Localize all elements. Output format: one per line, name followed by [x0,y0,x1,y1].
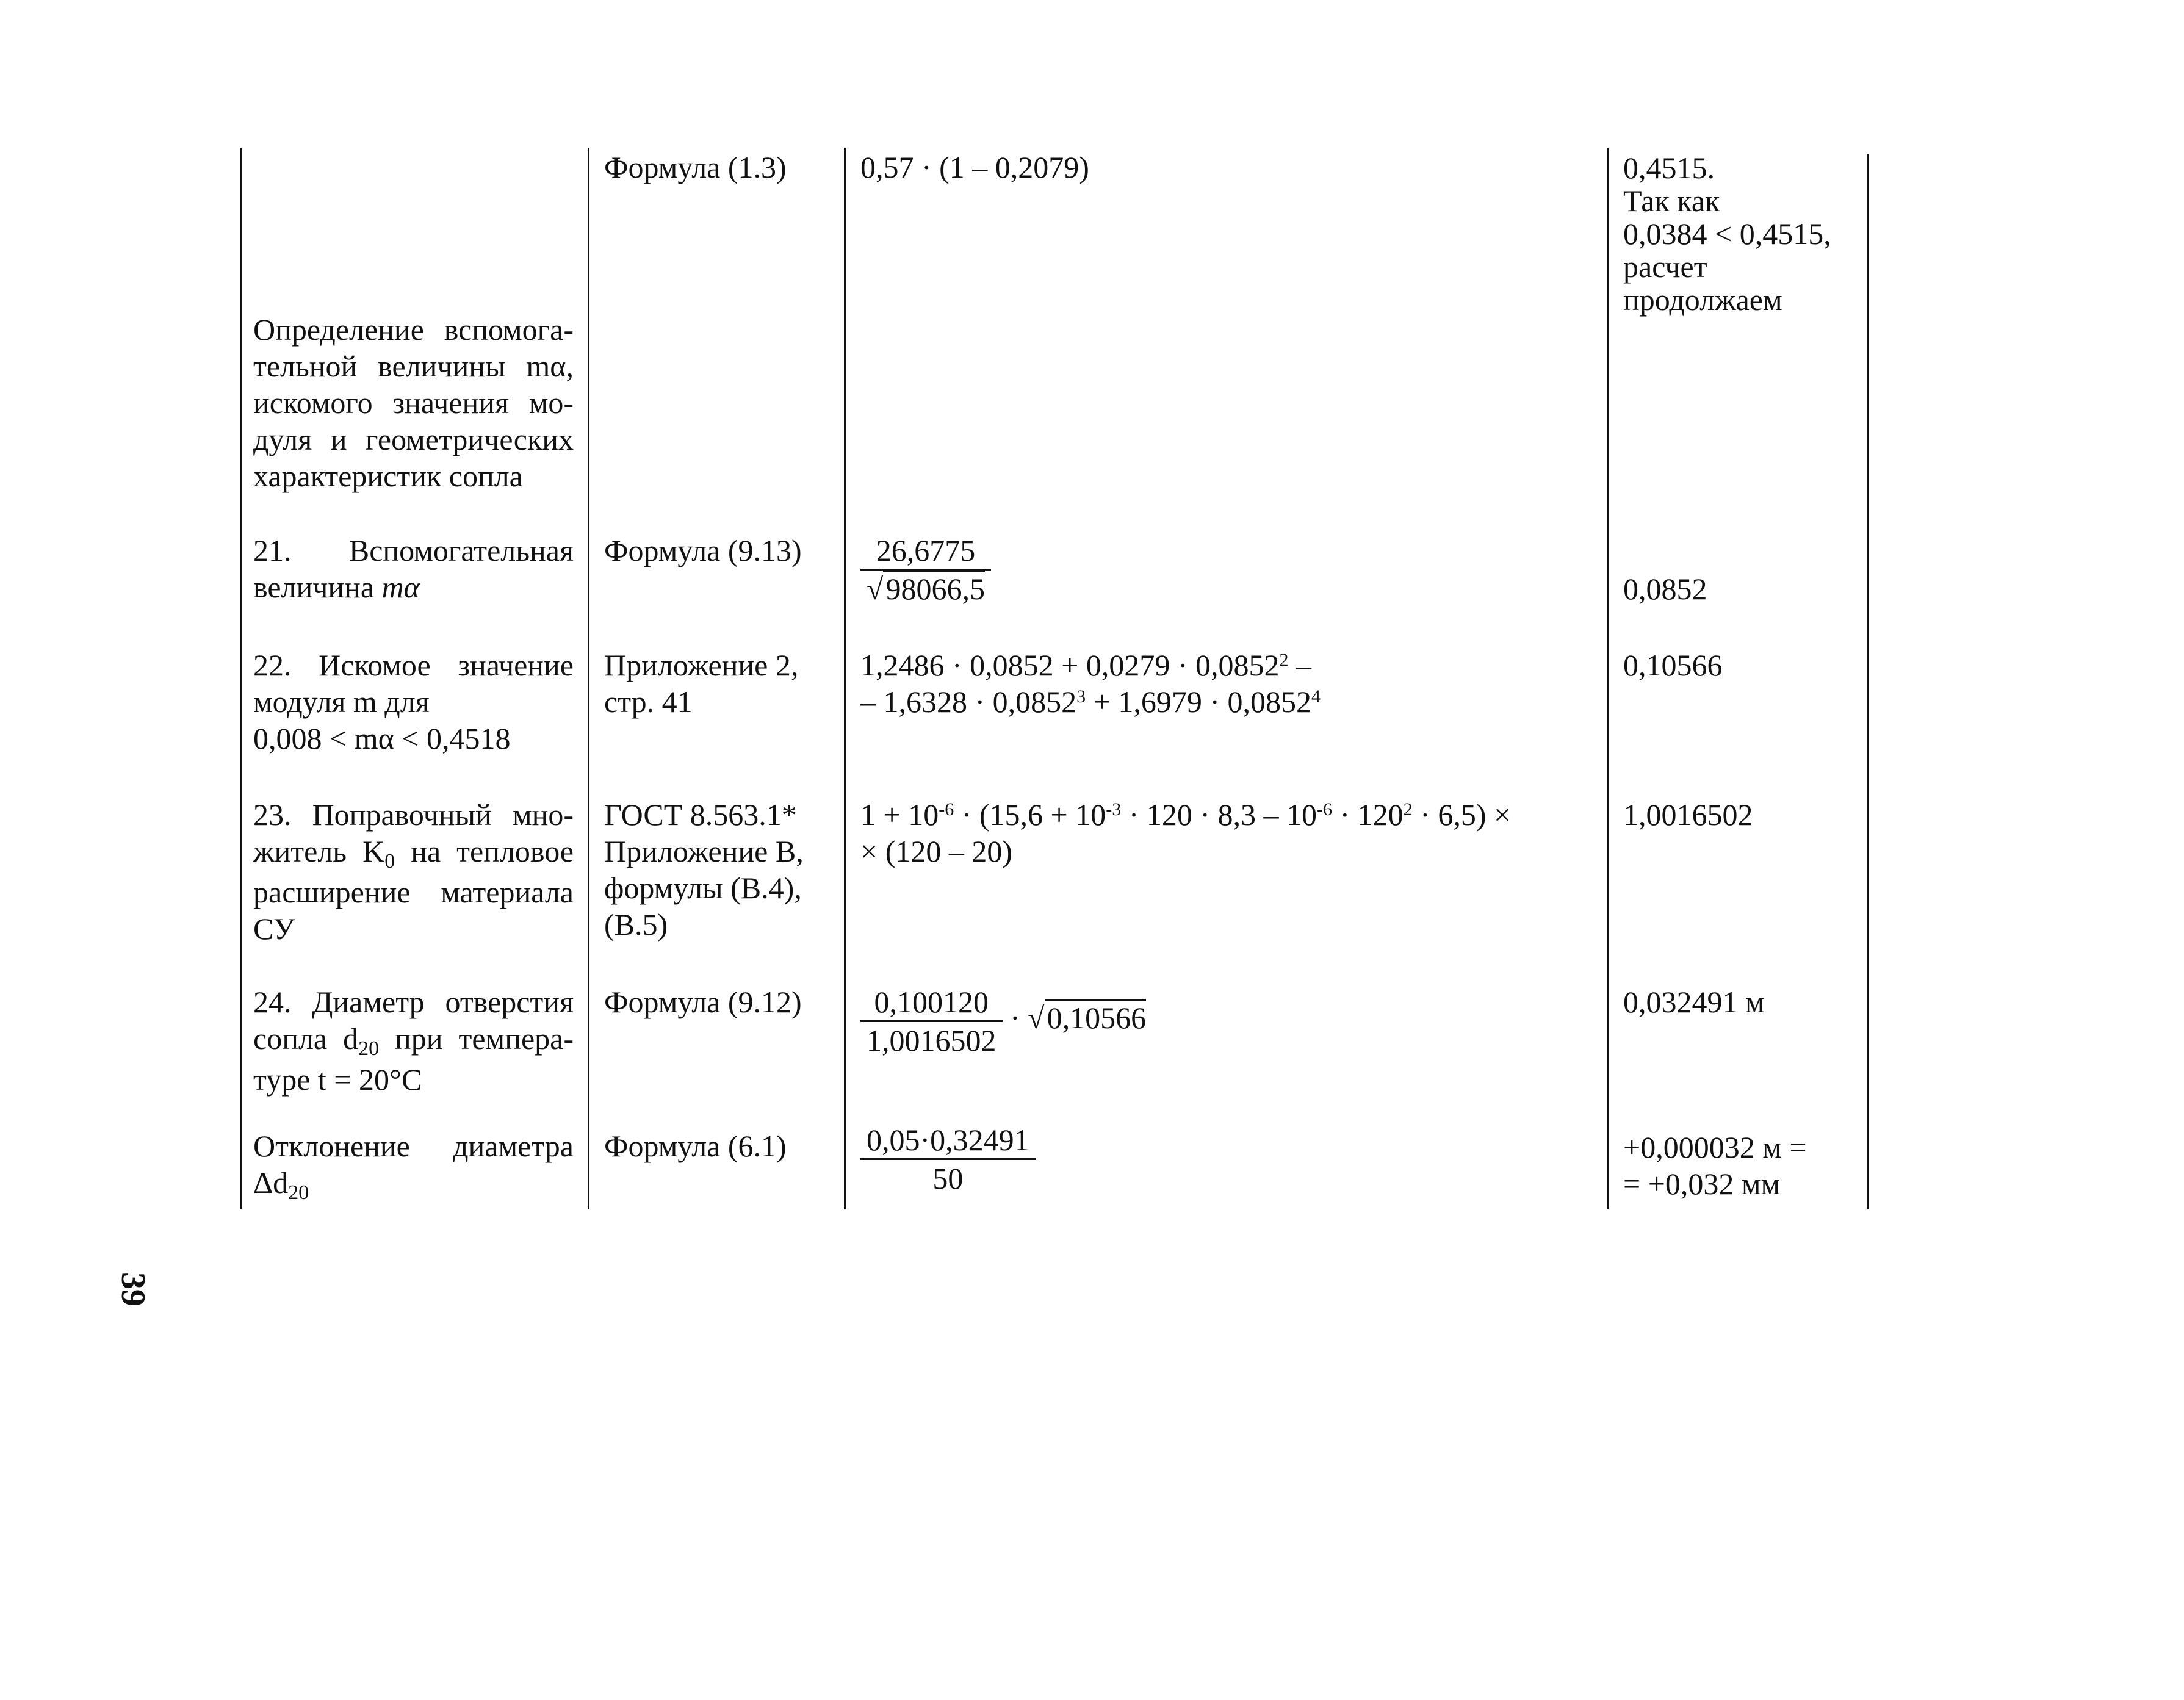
row23-result: 1,0016502 [1623,798,1753,832]
section-heading: Определение вспомога- тельной величины mα, искомого значения мо- дуля и геометрических характеристик сопла [253,312,574,493]
table-rule-left [240,148,242,1209]
row21-calc [860,532,1105,607]
row1-result: 0,4515. Так как 0,0384 < 0,4515, расчет продолжаем [1623,151,1831,317]
row24-label: 24. Диаметр отверстия сопла $d_{20}$ при темпера- туре t = 20°C [253,985,574,1097]
row1-calc: 0,57 · (1 – 0,2079) [860,150,1089,184]
deviation-result: +0,000032 м = = +0,032 мм [1623,1130,1807,1201]
deviation-label: Отклонение диаметра $\Delta d_{20}$ [253,1129,574,1204]
table-rule-col4 [1607,148,1609,1209]
row24-result: 0,032491 м [1623,985,1765,1019]
row22-result: 0,10566 [1623,648,1723,682]
page-number: 39 [114,1272,152,1306]
row23-calc: $1 + 10^{-6} \cdot (15,6 + 10^{-3} \cdot 120 \cdot 8,3 - 10^{-6} \cdot 120^2 \cdot 6,5)$ × × (120 – 20) [860,798,1512,868]
fraction: $\frac{0,100120}{1,0016502}$ [860,984,1003,1059]
table-rule-col3 [844,148,846,1209]
row23-label: 23. Поправочный мно- житель $K_0$ на тепловое расширение материала СУ [253,798,574,946]
row1-source: Формула (1.3) [604,150,787,184]
row23-source: ГОСТ 8.563.1* Приложение В, формулы (В.4), (В.5) [604,798,804,942]
row21-result: 0,0852 [1623,572,1707,606]
sqrt-symbol: √0,10566 [1028,999,1146,1036]
sqrt-symbol: √98066,5 [867,571,985,607]
row22-source: Приложение 2, стр. 41 [604,648,799,719]
table-rule-right [1867,154,1869,1209]
deviation-source: Формула (6.1) [604,1129,787,1163]
fraction: $\frac{0,05\cdot 0,32491}{50}$ [860,1122,1036,1197]
row21-source: Формула (9.13) [604,533,802,567]
row24-calc: $\frac{0,100120}{1,0016502}$ · √0,10566 [860,984,1288,1059]
row24-source: Формула (9.12) [604,985,802,1019]
deviation-calc [860,1122,1105,1197]
table-rule-col2 [588,148,589,1209]
fraction: $\frac{26,6775}{√98066,5}$ [860,532,991,607]
row21-label: 21. Вспомогательная величина mα [253,533,574,604]
row22-label: 22. Искомое значение модуля m для 0,008 < mα < 0,4518 [253,648,574,755]
row22-calc: $1,2486 \cdot 0,0852 + 0,0279 \cdot 0,0852^2$ – – $1,6328 \cdot 0,0852^3 + 1,6979 \cdot 0,0852^4$ [860,648,1321,719]
